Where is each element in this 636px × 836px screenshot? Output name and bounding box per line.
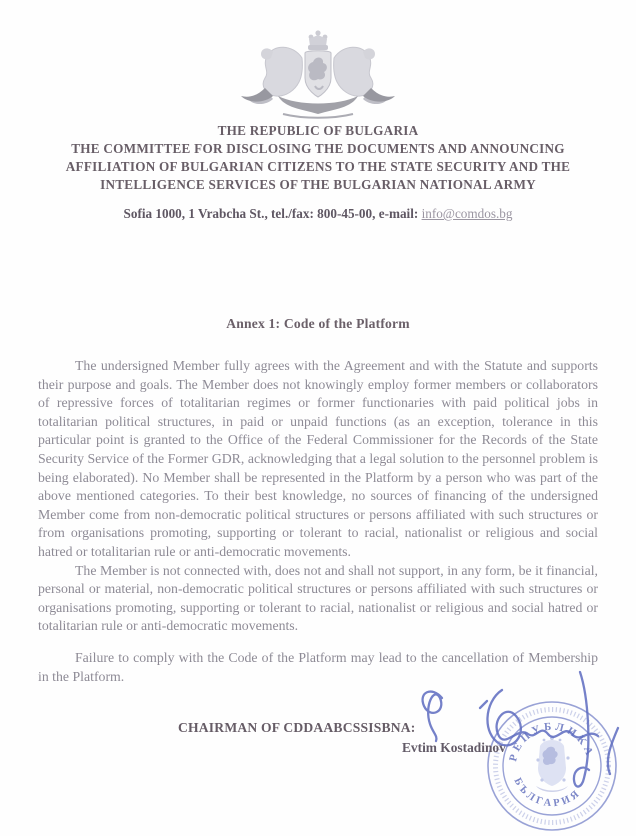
contact-address: Sofia 1000, 1 Vrabcha St., tel./fax: 800-45-00, e-mail: [123,206,422,221]
paragraph-2: The Member is not connected with, does not and shall not support, in any form, be it financial, personal or material, non-democratic political structures or persons affiliated with such structures or organisations promoting, supporting or tolerant to racial, nationalist or religious and social hatred or totalitarian rule or anti-democratic movements. [38,562,598,634]
committee-name-line3: INTELLIGENCE SERVICES OF THE BULGARIAN NATIONAL ARMY [100,177,536,192]
letterhead [0,122,636,194]
stamp-emblem [536,736,570,792]
stamp-text-top: РЕПУБЛИКА [507,720,597,763]
chairman-title: CHAIRMAN OF CDDAABCSSISBNA: [178,720,416,735]
signer-name: Evtim Kostadinov [402,740,506,755]
bulgarian-coat-of-arms-icon [223,26,413,122]
paragraph-1: The undersigned Member fully agrees with the Agreement and with the Statute and supports their purpose and goals. The Member does not knowingly employ former members or collaborators of repressive forces of totalitarian regimes or former functionaries with paid political jobs in totalitarian political structures, in paid or unpaid functions (as an exception, tolerance in this particular point is granted to the Office of the Federal Commissioner for the Records of the State Security Service of the Former GDR, acknowledging that a legal solution to the personnel problem is being elaborated). No Member shall be represented in the Platform by a person who was part of the above mentioned categories. To their best knowledge, no sources of financing of the undersigned Member come from non-democratic political structures or persons affiliated with such structures or from organisations promoting, supporting or tolerant to racial, nationalist or religious and social hatred or totalitarian rule or anti-democratic movements. [38,358,598,559]
document-body [38,357,598,686]
stamp-text-bottom: БЪЛГАРИЯ [511,776,584,810]
committee-name-line1: THE COMMITTEE FOR DISCLOSING THE DOCUMENTS AND ANNOUNCING [71,141,565,156]
email-link[interactable]: info@comdos.bg [421,206,513,221]
annex-title: Annex 1: Code of the Platform [226,316,410,331]
official-stamp-icon [478,688,630,836]
republic-title: THE REPUBLIC OF BULGARIA [217,123,419,138]
committee-name-line2: AFFILIATION OF BULGARIAN CITIZENS TO THE STATE SECURITY AND THE [65,159,571,174]
paragraph-3: Failure to comply with the Code of the Platform may lead to the cancellation of Membership in the Platform. [38,649,598,684]
contact-line [0,206,636,222]
